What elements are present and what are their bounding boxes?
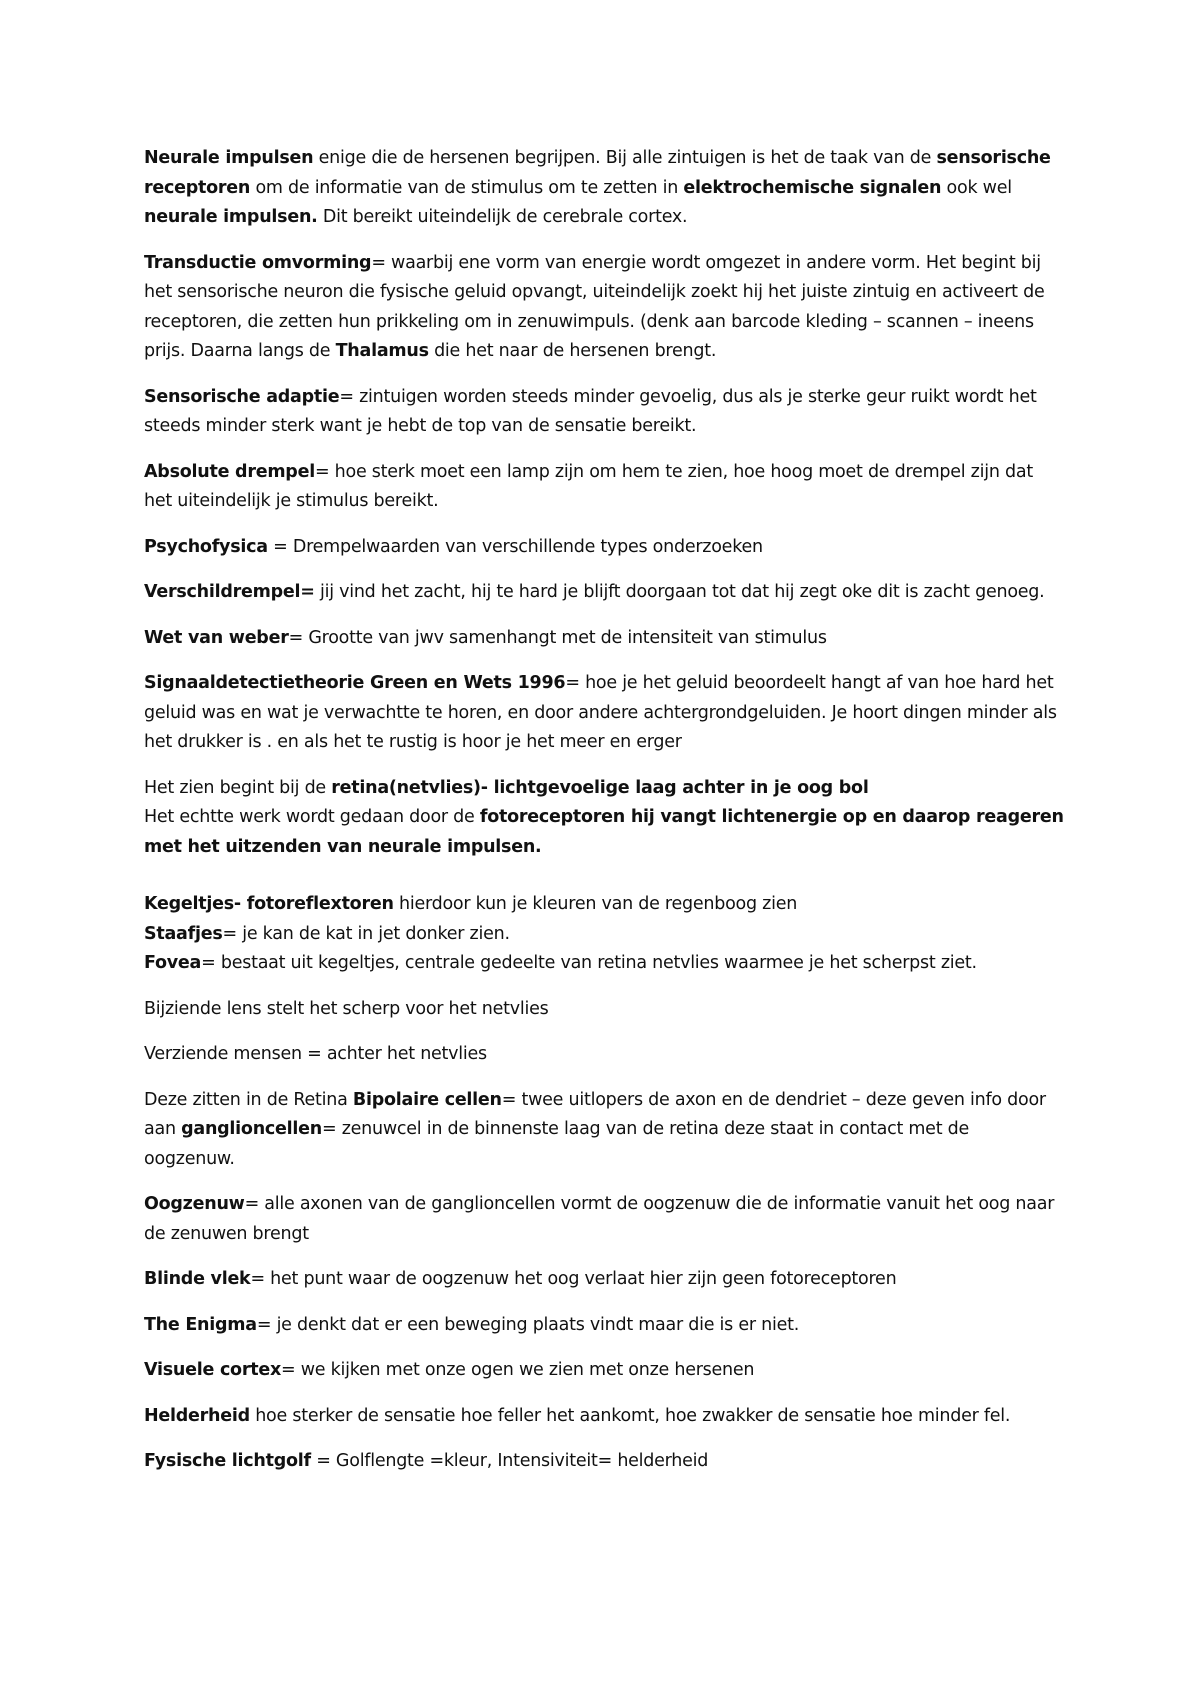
text-run: = twee uitlopers de axon en de dendriet – deze geven info door aan (144, 1089, 1046, 1139)
paragraph-signaaldetectietheorie (144, 669, 1064, 758)
bold-term: Absolute drempel (144, 461, 315, 482)
bold-term: Fovea (144, 953, 202, 973)
paragraph-staafjes (144, 920, 1064, 950)
text-run: = we kijken met onze ogen we zien met onze hersenen (281, 1360, 755, 1380)
text-run: = Grootte van jwv samenhangt met de intensiteit van stimulus (288, 627, 827, 648)
bold-term: Signaaldetectietheorie Green en Wets 1996 (144, 673, 566, 693)
bold-term: Staafjes (144, 923, 223, 944)
text-run: = hoe sterk moet een lamp zijn om hem te zien, hoe hoog moet de drempel zijn dat het uiteindelijk je stimulus bereikt. (144, 461, 1033, 511)
bold-term: Fysische lichtgolf (144, 1451, 311, 1471)
text-run: = Golflengte =kleur, Intensiviteit= helderheid (310, 1451, 709, 1471)
bold-term: neurale impulsen. (144, 207, 318, 227)
bold-term: Helderheid (144, 1405, 250, 1426)
bold-term: Sensorische adaptie (144, 386, 340, 407)
bold-term: fotoreceptoren hij vangt lichtenergie op en daarop reageren met het uitzenden van neurale impulsen. (144, 807, 1064, 857)
paragraph-echte-werk (144, 803, 1064, 862)
bold-term: Oogzenuw (144, 1194, 245, 1214)
bold-term: sensorische receptoren (144, 148, 1051, 198)
paragraph-verschildrempel (144, 578, 1064, 608)
text-run: die het naar de hersenen brengt. (428, 341, 717, 361)
paragraph-fovea (144, 949, 1064, 979)
paragraph-visuele-cortex (144, 1356, 1064, 1386)
paragraph-wet-van-weber (144, 624, 1064, 654)
text-run: = je denkt dat er een beweging plaats vindt maar die is er niet. (256, 1314, 800, 1335)
bold-term: Psychofysica (144, 536, 268, 557)
paragraph-the-enigma (144, 1311, 1064, 1341)
text-run: = alle axonen van de ganglioncellen vormt de oogzenuw die de informatie vanuit het oog naar de zenuwen brengt (144, 1194, 1055, 1244)
bold-term: Thalamus (335, 341, 429, 361)
paragraph-sensorische-adaptie (144, 383, 1064, 442)
text-run: Deze zitten in de Retina (144, 1089, 353, 1110)
bold-term: Wet van weber (144, 627, 289, 648)
paragraph-psychofysica (144, 533, 1064, 563)
text-run: = het punt waar de oogzenuw het oog verlaat hier zijn geen fotoreceptoren (250, 1269, 897, 1289)
paragraph-oogzenuw (144, 1190, 1064, 1249)
paragraph-absolute-drempel (144, 458, 1064, 517)
text-run: = bestaat uit kegeltjes, centrale gedeelte van retina netvlies waarmee je het scherpst ziet. (201, 953, 977, 973)
bold-term: Verschildrempel= (144, 582, 315, 602)
text-run: hoe sterker de sensatie hoe feller het aankomt, hoe zwakker de sensatie hoe minder fel. (249, 1405, 1011, 1426)
paragraph-blinde-vlek (144, 1265, 1064, 1295)
document-body (144, 144, 1064, 1493)
bold-term: elektrochemische signalen (683, 177, 942, 198)
paragraph-helderheid (144, 1402, 1064, 1432)
text-run: = hoe je het geluid beoordeelt hangt af van hoe hard het geluid was en wat je verwachtte te horen, en door andere achtergrondgeluiden. Je hoort dingen minder als het drukker is . en als het te rustig is hoor je het meer en erger (144, 673, 1057, 752)
bold-term: Blinde vlek (144, 1269, 251, 1289)
text-run: = zenuwcel in de binnenste laag van de retina deze staat in contact met de oogzenuw. (144, 1119, 969, 1169)
paragraph-het-zien (144, 774, 1064, 804)
bold-term: Transductie omvorming (144, 252, 372, 273)
bold-term: Neurale impulsen (144, 148, 314, 168)
paragraph-transductie (144, 249, 1064, 367)
text-run: = je kan de kat in jet donker zien. (222, 923, 510, 944)
bold-term: Kegeltjes- fotoreflextoren (144, 894, 394, 914)
text-run: hierdoor kun je kleuren van de regenboog zien (393, 894, 798, 914)
text-run: jij vind het zacht, hij te hard je blijft doorgaan tot dat hij zegt oke dit is zacht genoeg. (314, 582, 1045, 602)
text-run: enige die de hersenen begrijpen. Bij alle zintuigen is het de taak van de (313, 148, 937, 168)
text-run: = Drempelwaarden van verschillende types onderzoeken (267, 536, 763, 557)
bold-term: Visuele cortex (144, 1360, 281, 1380)
paragraph-fysische-lichtgolf (144, 1447, 1064, 1477)
paragraph-verziende (144, 1040, 1064, 1070)
paragraph-kegeltjes (144, 890, 1064, 920)
bold-term: retina(netvlies)- lichtgevoelige laag achter in je oog bol (331, 777, 869, 798)
bold-term: Bipolaire cellen (352, 1089, 502, 1110)
text-run: om de informatie van de stimulus om te zetten in (250, 177, 684, 198)
text-run: = zintuigen worden steeds minder gevoelig, dus als je sterke geur ruikt wordt het steeds minder sterk want je hebt de top van de sensatie bereikt. (144, 386, 1037, 436)
paragraph-bijziende (144, 995, 1064, 1025)
bold-term: ganglioncellen (181, 1119, 322, 1139)
paragraph-bipolaire-cellen (144, 1086, 1064, 1175)
text-run: Verziende mensen = achter het netvlies (144, 1044, 487, 1064)
text-run: Het echtte werk wordt gedaan door de (144, 807, 480, 827)
paragraph-neurale-impulsen (144, 144, 1064, 233)
text-run: ook wel (941, 177, 1012, 198)
text-run: Bijziende lens stelt het scherp voor het netvlies (144, 998, 549, 1019)
text-run: Het zien begint bij de (144, 777, 332, 798)
text-run: Dit bereikt uiteindelijk de cerebrale cortex. (317, 207, 688, 227)
text-run: = waarbij ene vorm van energie wordt omgezet in andere vorm. Het begint bij het sensorische neuron die fysische geluid opvangt, uiteindelijk zoekt hij het juiste zintuig en activeert de receptoren, die zetten hun prikkeling om in zenuwimpuls. (denk aan barcode kleding – scannen – ineens prijs. Daarna langs de (144, 252, 1045, 361)
bold-term: The Enigma (144, 1314, 257, 1335)
